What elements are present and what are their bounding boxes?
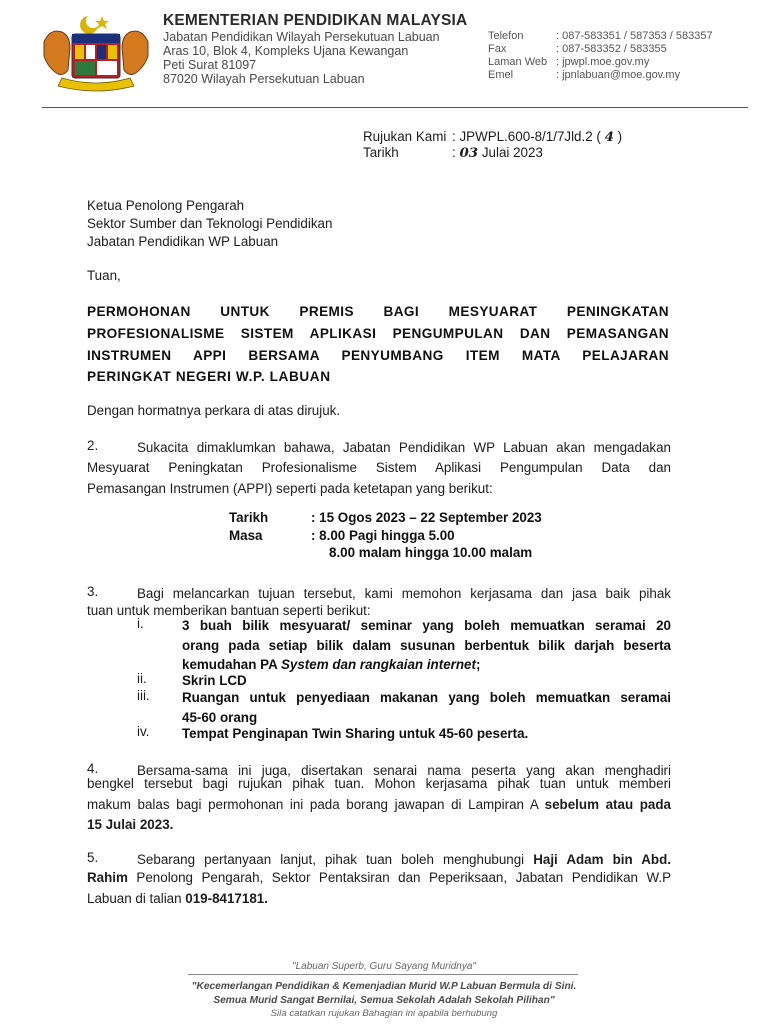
list-item-number: i. [137,616,144,631]
recipient-line: Jabatan Pendidikan WP Labuan [87,234,279,249]
address-line: 87020 Wilayah Persekutuan Labuan [163,72,365,86]
org-name: KEMENTERIAN PENDIDIKAN MALAYSIA [163,12,468,29]
footer-motto-line: "Kecemerlangan Pendidikan & Kemenjadian Murid W.P Labuan Bermula di Sini. [191,981,577,992]
recipient-line: Sektor Sumber dan Teknologi Pendidikan [87,216,333,231]
tarikh-colon: : [452,145,456,160]
tarikh-value [452,145,543,161]
schedule-tarikh-label: Tarikh [229,510,269,525]
para2-text: Sukacita dimaklumkan bahawa, Jabatan Pendidikan WP Labuan akan mengadakan [137,440,671,455]
address-line: Peti Surat 81097 [163,58,257,72]
tarikh-handwritten-day: 03 [459,145,479,161]
list-item-text: Ruangan untuk penyediaan makanan yang boleh memuatkan seramai [182,690,671,705]
schedule-masa-label: Masa [229,528,263,543]
schedule-masa-value-2: 8.00 malam hingga 10.00 malam [329,545,533,560]
para5-body [87,868,671,909]
rujukan-value [452,129,622,145]
para4-mixed-line [87,795,671,816]
rujukan-close: ) [617,129,623,144]
contact-label: Telefon [488,30,524,42]
para2-text: Pemasangan Instrumen (APPI) seperti pada ketetapan yang berikut: [87,480,493,496]
para5-contact-name: Rahim [87,870,128,885]
para2-text: Mesyuarat Peningkatan Profesionalisme Sistem Aplikasi Pengumpulan Data dan [87,460,671,475]
contact-value: : jpnlabuan@moe.gov.my [556,69,681,81]
schedule-tarikh-value: : 15 Ogos 2023 – 22 September 2023 [311,510,542,525]
para4-text: Bersama-sama ini juga, disertakan senarai nama peserta yang akan menghadiri [137,763,671,778]
letterhead-divider [42,107,748,108]
subject-line: PERMOHONAN UNTUK PREMIS BAGI MESYUARAT PENINGKATAN [87,304,669,319]
address-line: Jabatan Pendidikan Wilayah Persekutuan Labuan [163,30,440,44]
list-item-text: 3 buah bilik mesyuarat/ seminar yang boleh memuatkan seramai 20 [182,618,671,633]
para5-phone: 019-8417181. [185,890,268,906]
list-item-text: Skrin LCD [182,673,247,688]
para4-text: makum balas bagi permohonan ini pada borang jawapan di Lampiran A [87,796,545,812]
contact-label: Fax [488,43,507,55]
footer-slogan: "Labuan Superb, Guru Sayang Muridnya" [292,961,476,972]
list-item [182,688,671,727]
address-line: Aras 10, Blok 4, Kompleks Ujana Kewangan [163,44,409,58]
para5-text: Sebarang pertanyaan lanjut, pihak tuan boleh menghubungi [137,852,534,867]
opening-line: Dengan hormatnya perkara di atas dirujuk. [87,403,341,418]
recipient-line: Ketua Penolong Pengarah [87,198,245,213]
para4-number: 4. [87,761,99,776]
list-item-text: kemudahan PA [182,657,281,672]
footer-note: Sila catatkan rujukan Bahagian ini apabila berhubung [270,1008,498,1019]
subject-line: PERINGKAT NEGERI W.P. LABUAN [87,369,331,384]
contact-label: Emel [488,69,514,81]
para5-text: Penolong Pengarah, Sektor Pentaksiran dan Peperiksaan, Jabatan Pendidikan W.P [127,870,671,885]
para2-number: 2. [87,438,99,453]
salutation: Tuan, [87,268,121,283]
tarikh-label: Tarikh [363,145,399,160]
subject-line: PROFESIONALISME SISTEM APLIKASI PENGUMPULAN DAN PEMASANGAN [87,326,669,341]
rujukan-number: : JPWPL.600-8/1/7Jld.2 ( [452,129,601,144]
para3-number: 3. [87,584,99,599]
para5-mixed-line [87,868,671,889]
list-item-suffix: ; [475,657,481,672]
contact-value: : 087-583351 / 587353 / 583357 [556,30,713,42]
list-item-number: iii. [137,688,150,703]
para4-deadline-date: 15 Julai 2023. [87,817,174,833]
rujukan-label: Rujukan Kami [363,129,447,144]
contact-label: Laman Web [488,56,548,68]
para3-text: tuan untuk memberikan bantuan seperti berikut: [87,603,371,618]
tarikh-month-year: Julai 2023 [481,145,543,160]
list-item-number: iv. [137,724,150,739]
para4-deadline: sebelum atau pada [544,796,671,812]
para2-line [137,438,671,459]
contact-value: : 087-583352 / 583355 [556,43,667,55]
footer-motto-line: Semua Murid Sangat Bernilai, Semua Sekolah Adalah Sekolah Pilihan" [213,995,555,1006]
para5-text: Labuan di talian [87,890,186,906]
para2-body [87,458,671,499]
footer-divider [188,974,578,975]
list-item-italic: System dan rangkaian internet [280,657,476,672]
list-item-number: ii. [137,671,147,686]
schedule-masa-value: : 8.00 Pagi hingga 5.00 [311,528,455,543]
list-item [182,724,671,744]
para3-text: Bagi melancarkan tujuan tersebut, kami memohon kerjasama dan jasa baik pihak [137,586,671,601]
list-item-text: orang pada setiap bilik dalam susunan berbentuk bilik darjah beserta [182,637,671,653]
para4-body [87,774,671,836]
contact-value: : jpwpl.moe.gov.my [556,56,650,68]
subject-line: INSTRUMEN APPI BERSAMA PENYUMBANG ITEM MATA PELAJARAN [87,348,669,363]
rujukan-handwritten: 4 [604,129,614,145]
list-item-text: 45-60 orang [182,709,258,725]
coat-of-arms-icon [38,12,154,92]
para5-number: 5. [87,850,99,865]
list-item [182,616,671,675]
para5-mixed-line [87,889,671,910]
para5-contact-name: Haji Adam bin Abd. [533,852,671,867]
para4-text: bengkel tersebut bagi rujukan pihak tuan. Mohon kerjasama pihak tuan untuk memberi [87,776,671,791]
list-item-text: Tempat Penginapan Twin Sharing untuk 45-60 peserta. [182,726,529,741]
